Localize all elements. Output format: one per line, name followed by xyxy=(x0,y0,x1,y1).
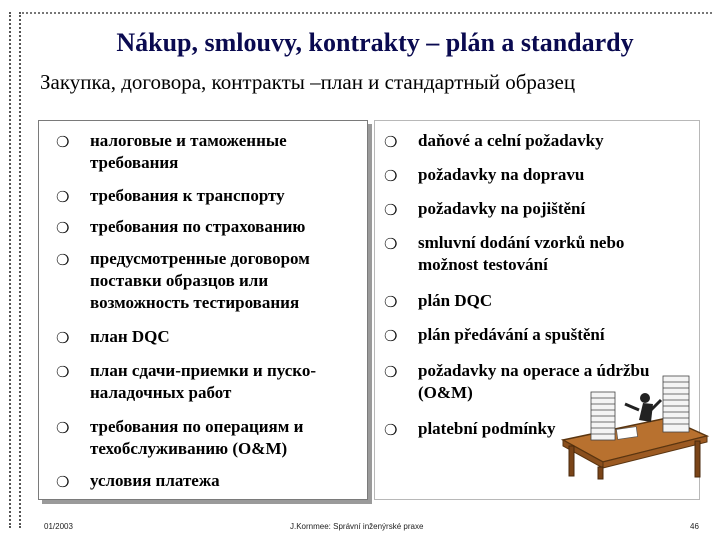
list-item-text: požadavky na dopravu xyxy=(418,165,585,184)
bullet-icon: ❍ xyxy=(56,251,70,269)
bullet-icon: ❍ xyxy=(384,363,398,381)
list-item-text: plán DQC xyxy=(418,291,493,310)
bullet-icon: ❍ xyxy=(56,473,70,491)
list-item-text: поставки образцов или xyxy=(90,271,269,290)
list-item-text: требования xyxy=(90,153,179,172)
list-item-text: возможность тестирования xyxy=(90,293,300,312)
dotted-margin-border xyxy=(9,12,21,528)
list-item-text: план сдачи-приемки и пуско- xyxy=(90,361,316,380)
list-item-text: план DQC xyxy=(90,327,170,346)
list-item-text: требования по операциям и xyxy=(90,417,304,436)
list-item-text: plán předávání a spuštění xyxy=(418,325,605,344)
bullet-icon: ❍ xyxy=(384,167,398,185)
list-item-text: požadavky na operace a údržbu xyxy=(418,361,650,380)
bullet-icon: ❍ xyxy=(56,133,70,151)
bullet-icon: ❍ xyxy=(384,327,398,345)
list-item-text: требования к транспорту xyxy=(90,186,285,205)
bullet-icon: ❍ xyxy=(384,235,398,253)
page-number: 46 xyxy=(690,522,699,531)
bullet-icon: ❍ xyxy=(56,363,70,381)
bullet-icon: ❍ xyxy=(384,293,398,311)
list-item-text: daňové a celní požadavky xyxy=(418,131,604,150)
bullet-icon: ❍ xyxy=(384,201,398,219)
list-item-text: требования по страхованию xyxy=(90,217,306,236)
bullet-icon: ❍ xyxy=(56,329,70,347)
list-item-text: platební podmínky xyxy=(418,419,556,438)
list-item-text: (O&M) xyxy=(418,383,473,402)
footer-date: 01/2003 xyxy=(44,522,73,531)
list-item-text: smluvní dodání vzorků nebo xyxy=(418,233,625,252)
slide-title: Nákup, smlouvy, kontrakty – plán a standardy xyxy=(116,28,634,57)
list-item-text: предусмотренные договором xyxy=(90,249,310,268)
dotted-top-rule xyxy=(22,12,712,14)
footer-author: J.Kornmee: Správní inženýrské praxe xyxy=(290,522,424,531)
bullet-icon: ❍ xyxy=(56,188,70,206)
list-item-text: požadavky na pojištění xyxy=(418,199,586,218)
list-item-text: наладочных работ xyxy=(90,383,232,402)
bullet-icon: ❍ xyxy=(384,421,398,439)
list-item-text: налоговые и таможенные xyxy=(90,131,287,150)
slide-subtitle: Закупка, договора, контракты –план и стандартный образец xyxy=(40,70,576,94)
bullet-icon: ❍ xyxy=(384,133,398,151)
bullet-icon: ❍ xyxy=(56,419,70,437)
list-item-text: условия платежа xyxy=(90,471,220,490)
list-item-text: техобслуживанию (O&M) xyxy=(90,439,288,458)
bullet-icon: ❍ xyxy=(56,219,70,237)
list-item-text: možnost testování xyxy=(418,255,548,274)
desk-with-paper-stacks-icon xyxy=(555,370,715,480)
